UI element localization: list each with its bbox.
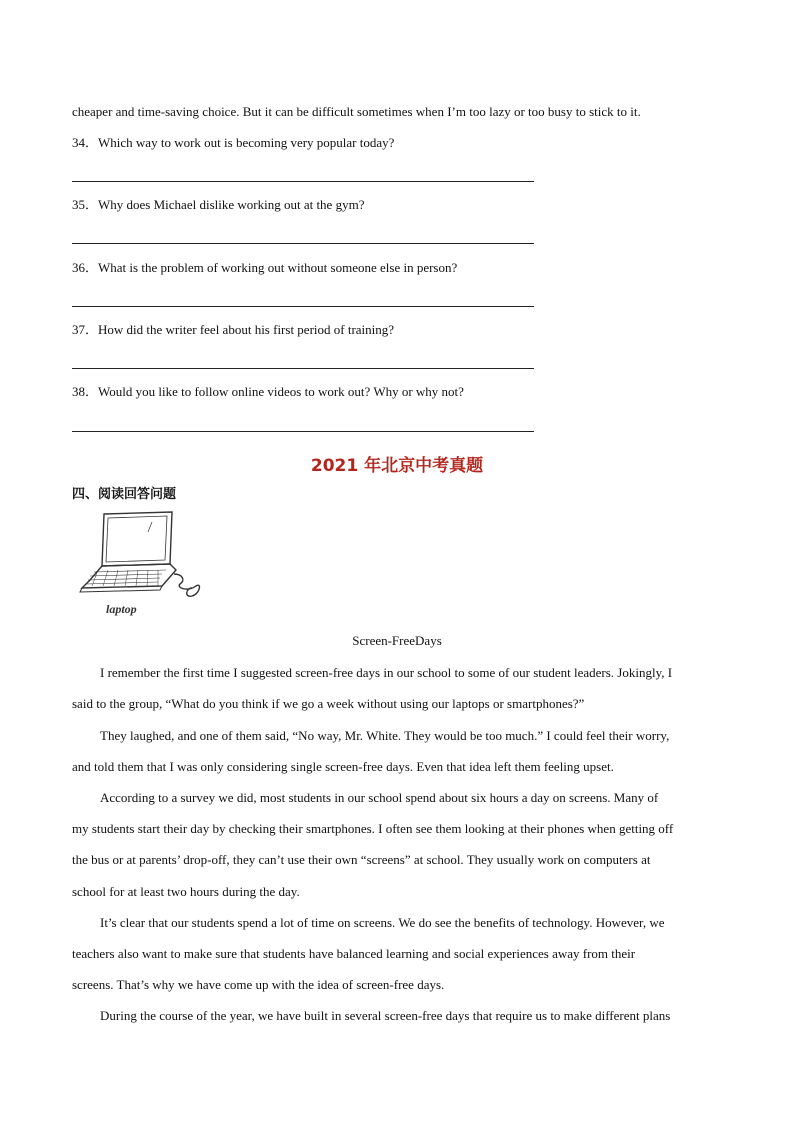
question-number: 35． (72, 197, 99, 212)
article-line: the bus or at parents’ drop-off, they can’t use their own “screens” at school. They usually work on computers at (72, 852, 651, 867)
article-line: It’s clear that our students spend a lot of time on screens. We do see the benefits of technology. However, we (100, 915, 665, 930)
exam-title: 2021 年北京中考真题 (310, 456, 484, 476)
question-text: Which way to work out is becoming very popular today? (98, 135, 395, 150)
question-text: How did the writer feel about his first period of training? (98, 322, 395, 337)
article-line: my students start their day by checking their smartphones. I often see them looking at their phones when getting off (72, 821, 674, 836)
question-text: Would you like to follow online videos to work out? Why or why not? (98, 384, 464, 399)
question-34 (72, 134, 394, 152)
article-line: During the course of the year, we have built in several screen-free days that require us to make different plans (100, 1008, 671, 1023)
question-number: 38． (72, 384, 99, 399)
article-line: According to a survey we did, most students in our school spend about six hours a day on screens. Many of (100, 790, 659, 805)
question-number: 37． (72, 322, 99, 337)
article-line: school for at least two hours during the day. (72, 884, 300, 899)
article-line: screens. That’s why we have come up with the idea of screen-free days. (72, 977, 445, 992)
answer-line-38[interactable] (72, 431, 534, 432)
question-37 (72, 321, 394, 339)
article-title: Screen-FreeDays (352, 633, 442, 648)
question-number: 34． (72, 135, 99, 150)
question-number: 36． (72, 260, 99, 275)
question-38 (72, 383, 464, 401)
answer-line-34[interactable] (72, 181, 534, 182)
question-text: What is the problem of working out without someone else in person? (98, 260, 458, 275)
passage-end-line: cheaper and time-saving choice. But it can be difficult sometimes when I’m too lazy or too busy to stick to it. (72, 104, 641, 119)
section-heading: 四、阅读回答问题 (72, 487, 177, 502)
article-line: I remember the first time I suggested screen-free days in our school to some of our student leaders. Jokingly, I (100, 665, 673, 680)
answer-line-37[interactable] (72, 368, 534, 369)
article-line: teachers also want to make sure that students have balanced learning and social experiences away from their (72, 946, 636, 961)
laptop-caption: laptop (106, 602, 137, 616)
article-line: They laughed, and one of them said, “No way, Mr. White. They would be too much.” I could feel their worry, (100, 728, 670, 743)
question-35 (72, 196, 364, 214)
answer-line-35[interactable] (72, 243, 534, 244)
question-text: Why does Michael dislike working out at the gym? (98, 197, 365, 212)
article-line: and told them that I was only considering single screen-free days. Even that idea left them feeling upset. (72, 759, 614, 774)
answer-line-36[interactable] (72, 306, 534, 307)
laptop-icon (80, 512, 199, 596)
question-36 (72, 259, 457, 277)
article-line: said to the group, “What do you think if we go a week without using our laptops or smartphones?” (72, 696, 585, 711)
laptop-illustration (76, 508, 206, 620)
